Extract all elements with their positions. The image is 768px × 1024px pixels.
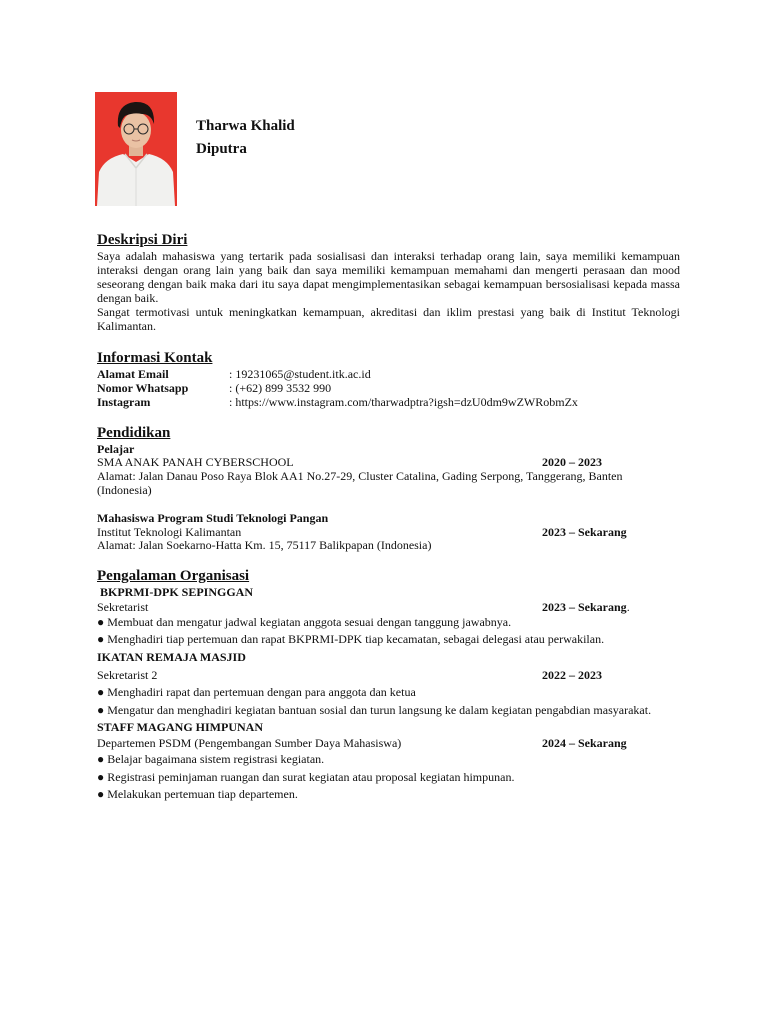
contact-label-email: Alamat Email [97,367,169,381]
org3-years: 2024 – Sekarang [542,736,627,750]
edu2-role: Mahasiswa Program Studi Teknologi Pangan [97,511,329,525]
edu1-address: Alamat: Jalan Danau Poso Raya Blok AA1 No.27-29, Cluster Catalina, Gading Serpong, Tanggerang, Banten (Indonesia) [97,469,623,497]
org3-name: STAFF MAGANG HIMPUNAN [97,720,263,734]
org3-bullet-3: ● Melakukan pertemuan tiap departemen. [97,787,298,801]
name-first: Tharwa Khalid [196,118,295,134]
org1-years-suffix: . [626,600,630,614]
org3-position: Departemen PSDM (Pengembangan Sumber Daya Mahasiswa) [97,736,402,750]
org1-years: 2023 – Sekarang [542,600,627,614]
org2-bullet-1: ● Menghadiri rapat dan pertemuan dengan para anggota dan ketua [97,685,416,699]
contact-value-instagram[interactable]: : https://www.instagram.com/tharwadptra?igsh=dzU0dm9wZWRobmZx [229,395,578,409]
edu2-years: 2023 – Sekarang [542,525,627,539]
org1-years-line [542,600,630,614]
section-heading-deskripsi: Deskripsi Diri [97,232,188,248]
org1-name: BKPRMI-DPK SEPINGGAN [100,585,253,599]
contact-value-whatsapp: : (+62) 899 3532 990 [229,381,332,395]
edu2-address: Alamat: Jalan Soekarno-Hatta Km. 15, 75117 Balikpapan (Indonesia) [97,538,432,552]
person-photo-icon [95,92,177,206]
org1-bullet-1: ● Membuat dan mengatur jadwal kegiatan anggota sesuai dengan tanggung jawabnya. [97,615,512,629]
org2-position: Sekretarist 2 [97,668,158,682]
org2-name: IKATAN REMAJA MASJID [97,650,246,664]
section-heading-pendidikan: Pendidikan [97,425,171,441]
section-heading-organisasi: Pengalaman Organisasi [97,568,250,584]
name-last: Diputra [196,141,247,157]
description-paragraph-2: Sangat termotivasi untuk meningkatkan kemampuan, akreditasi dan iklim prestasi yang baik di Institut Teknologi Kalimantan. [97,305,680,333]
edu1-school: SMA ANAK PANAH CYBERSCHOOL [97,455,294,469]
org3-bullet-1: ● Belajar bagaimana sistem registrasi kegiatan. [97,752,325,766]
section-heading-kontak: Informasi Kontak [97,350,213,366]
org1-position: Sekretarist [97,600,149,614]
profile-photo [95,92,177,206]
contact-value-email[interactable]: : 19231065@student.itk.ac.id [229,367,371,381]
org1-bullet-2: ● Menghadiri tiap pertemuan dan rapat BKPRMI-DPK tiap kecamatan, sebagai delegasi atau perwakilan. [97,632,605,646]
contact-label-whatsapp: Nomor Whatsapp [97,381,189,395]
contact-label-instagram: Instagram [97,395,151,409]
org3-bullet-2: ● Registrasi peminjaman ruangan dan surat kegiatan atau proposal kegiatan himpunan. [97,770,515,784]
edu1-years: 2020 – 2023 [542,455,602,469]
description-paragraph-1: Saya adalah mahasiswa yang tertarik pada sosialisasi dan interaksi terhadap orang lain, saya memiliki kemampuan interaksi dengan orang lain yang baik dan saya memiliki kemampuan memahami dan mengerti perasaan dan mood seseorang dengan baik maka dari itu saya dapat mengimplementasikan sebagai kemampuan bersosialisasi kepada massa dengan baik. [97,249,680,305]
org2-years: 2022 – 2023 [542,668,602,682]
edu1-role: Pelajar [97,442,135,456]
org2-bullet-2: ● Mengatur dan menghadiri kegiatan bantuan sosial dan turun langsung ke dalam kegiatan pengabdian masyarakat. [97,703,652,717]
edu2-school: Institut Teknologi Kalimantan [97,525,242,539]
